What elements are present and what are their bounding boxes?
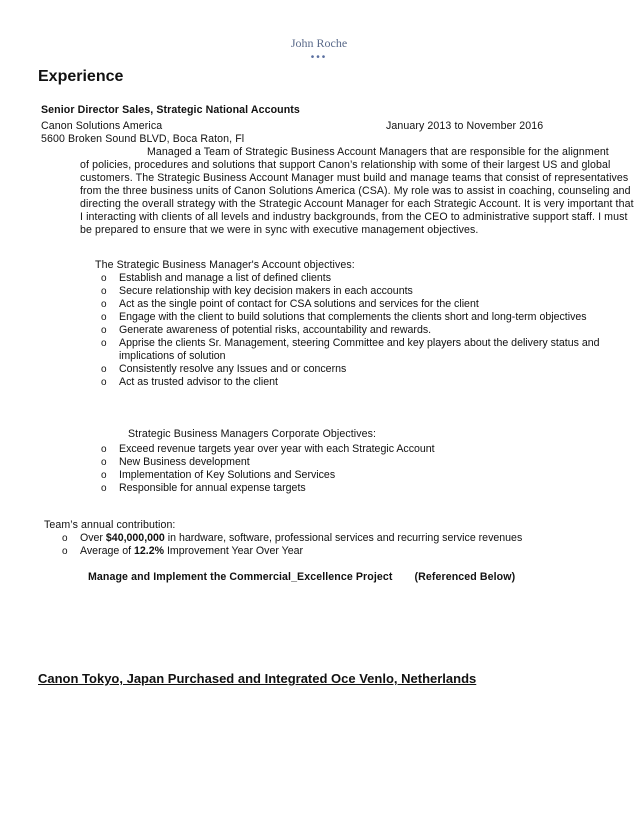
improvement-percent: 12.2% — [134, 545, 165, 557]
corporate-objectives-list — [101, 443, 621, 495]
list-item: o Average of 12.2% Improvement Year Over Year — [62, 545, 304, 557]
bullet-icon: o — [101, 273, 107, 284]
bullet-icon: o — [101, 312, 107, 323]
list-item: o Consistently resolve any Issues and or concerns — [101, 363, 347, 375]
bullet-icon: o — [62, 546, 68, 557]
job-title: Senior Director Sales, Strategic National Accounts — [41, 104, 300, 116]
bullet-icon: o — [101, 444, 107, 455]
bullet-icon: o — [101, 364, 107, 375]
job-description-first-line: Managed a Team of Strategic Business Account Managers that are responsible for the alignment — [147, 146, 609, 158]
job-dates: January 2013 to November 2016 — [386, 120, 544, 132]
bullet-icon: o — [101, 325, 107, 336]
header-dots: ••• — [310, 52, 328, 63]
job-description — [80, 146, 635, 237]
company-name: Canon Solutions America — [41, 120, 163, 132]
bullet-icon: o — [101, 483, 107, 494]
bullet-icon: o — [62, 533, 68, 544]
objectives-heading: The Strategic Business Manager's Account objectives: — [95, 259, 355, 271]
list-item: o Secure relationship with key decision makers in each accounts — [101, 285, 413, 297]
team-contribution-list — [62, 532, 622, 558]
bullet-icon: o — [101, 286, 107, 297]
bullet-icon: o — [101, 299, 107, 310]
objectives-list — [101, 272, 621, 389]
list-item: o Generate awareness of potential risks, accountability and rewards. — [101, 324, 432, 336]
list-item: o Over $40,000,000 in hardware, software, professional services and recurring service revenues — [62, 532, 523, 544]
bullet-icon: o — [101, 470, 107, 481]
revenue-amount: $40,000,000 — [105, 532, 165, 544]
job-description-body: of policies, procedures and solutions that support Canon’s relationship with some of their largest US and global customers. The Strategic Business Account Manager must build and manage teams that consist of representatives from the three business units of Canon Solutions America (CSA). My role was to assist in coaching, counseling and directing the overall strategy with the Strategic Account Manager for each Strategic Account. It is very important that I interacting with clients of all levels and industry backgrounds, from the CEO to administrative support staff. I must be prepared to ensure that we were in sync with executive management objectives. — [80, 159, 634, 236]
company-address: 5600 Broken Sound BLVD, Boca Raton, Fl — [41, 133, 245, 145]
list-item: o Exceed revenue targets year over year with each Strategic Account — [101, 443, 435, 455]
list-item: o Apprise the clients Sr. Management, steering Committee and key players about the delivery status and implications of solution — [101, 337, 600, 362]
list-item: o Implementation of Key Solutions and Services — [101, 469, 336, 481]
bullet-icon: o — [101, 457, 107, 468]
team-contribution-heading: Team’s annual contribution: — [44, 519, 176, 531]
manage-project-reference: (Referenced Below) — [414, 571, 516, 583]
header-name: John Roche — [290, 36, 348, 50]
bullet-icon: o — [101, 338, 107, 349]
list-item: o Engage with the client to build solutions that complements the clients short and long-term objectives — [101, 311, 587, 323]
bullet-icon: o — [101, 377, 107, 388]
list-item: o Act as trusted advisor to the client — [101, 376, 278, 388]
list-item: o New Business development — [101, 456, 250, 468]
list-item: o Responsible for annual expense targets — [101, 482, 306, 494]
manage-project-line — [88, 571, 515, 584]
manage-project-text: Manage and Implement the Commercial_Excellence Project — [88, 571, 393, 583]
canon-section-heading: Canon Tokyo, Japan Purchased and Integrated Oce Venlo, Netherlands — [38, 671, 477, 686]
list-item: o Act as the single point of contact for CSA solutions and services for the client — [101, 298, 479, 310]
list-item: o Establish and manage a list of defined clients — [101, 272, 332, 284]
section-title: Experience — [38, 68, 124, 85]
corporate-objectives-heading: Strategic Business Managers Corporate Objectives: — [128, 428, 377, 440]
